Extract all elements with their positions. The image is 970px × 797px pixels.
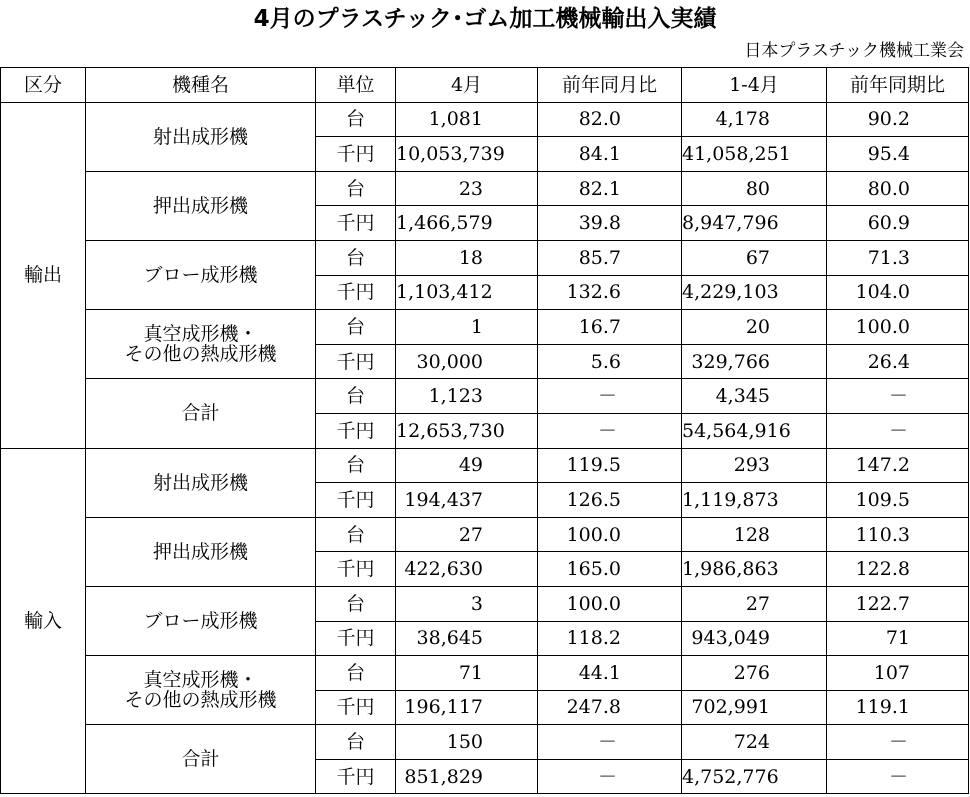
month-ratio-cell: 82.1 [538, 171, 682, 206]
table-row [1, 310, 969, 345]
month-value-cell: 851,829 [396, 759, 538, 794]
header-month: 4月 [396, 68, 538, 103]
ytd-value-cell: 54,564,916 [682, 413, 827, 448]
ytd-value-cell: 293 [682, 448, 827, 483]
unit-cell: 台 [316, 586, 396, 621]
trade-results-table [0, 67, 969, 794]
table-body [1, 102, 969, 794]
machine-name-line: 真空成形機・ [143, 323, 258, 346]
table-row [1, 379, 969, 414]
month-ratio-cell: 5.6 [538, 344, 682, 379]
ytd-value-cell: 943,049 [682, 621, 827, 656]
ytd-ratio-cell: 109.5 [827, 483, 969, 518]
month-ratio-cell: 84.1 [538, 137, 682, 172]
table-row [1, 725, 969, 760]
month-value-cell: 10,053,739 [396, 137, 538, 172]
ytd-ratio-cell: 119.1 [827, 690, 969, 725]
month-value-cell: 194,437 [396, 483, 538, 518]
month-ratio-cell: 16.7 [538, 310, 682, 345]
machine-name-cell [86, 517, 316, 586]
ytd-value-cell: 8,947,796 [682, 206, 827, 241]
ytd-value-cell: 4,178 [682, 102, 827, 137]
month-value-cell: 1,103,412 [396, 275, 538, 310]
month-ratio-cell: － [538, 379, 682, 414]
month-ratio-cell: － [538, 725, 682, 760]
month-value-cell: 196,117 [396, 690, 538, 725]
month-value-cell: 3 [396, 586, 538, 621]
unit-cell: 台 [316, 240, 396, 275]
ytd-ratio-cell: － [827, 759, 969, 794]
unit-cell: 千円 [316, 621, 396, 656]
ytd-value-cell: 276 [682, 656, 827, 691]
unit-cell: 台 [316, 171, 396, 206]
month-ratio-cell: 82.0 [538, 102, 682, 137]
month-ratio-cell: － [538, 759, 682, 794]
machine-name-line: ブロー成形機 [143, 264, 258, 287]
ytd-ratio-cell: 80.0 [827, 171, 969, 206]
table-row [1, 656, 969, 691]
machine-name-cell [86, 725, 316, 794]
machine-name-cell [86, 448, 316, 517]
unit-cell: 台 [316, 102, 396, 137]
month-ratio-cell: 39.8 [538, 206, 682, 241]
month-value-cell: 27 [396, 517, 538, 552]
unit-cell: 台 [316, 725, 396, 760]
machine-name-cell [86, 102, 316, 171]
unit-cell: 千円 [316, 552, 396, 587]
ytd-value-cell: 67 [682, 240, 827, 275]
machine-name-line: 射出成形機 [152, 471, 248, 494]
ytd-ratio-cell: 95.4 [827, 137, 969, 172]
ytd-value-cell: 724 [682, 725, 827, 760]
machine-name-cell [86, 171, 316, 240]
machine-name-line: 射出成形機 [152, 125, 248, 148]
month-ratio-cell: 44.1 [538, 656, 682, 691]
unit-cell: 千円 [316, 344, 396, 379]
month-value-cell: 1 [396, 310, 538, 345]
unit-cell: 台 [316, 310, 396, 345]
ytd-ratio-cell: 110.3 [827, 517, 969, 552]
table-row [1, 102, 969, 137]
month-ratio-cell: 165.0 [538, 552, 682, 587]
unit-cell: 台 [316, 517, 396, 552]
month-value-cell: 71 [396, 656, 538, 691]
ytd-value-cell: 4,752,776 [682, 759, 827, 794]
month-ratio-cell: 100.0 [538, 586, 682, 621]
month-ratio-cell: 126.5 [538, 483, 682, 518]
unit-cell: 千円 [316, 759, 396, 794]
month-ratio-cell: 100.0 [538, 517, 682, 552]
header-row [1, 68, 969, 103]
ytd-ratio-cell: 71.3 [827, 240, 969, 275]
ytd-ratio-cell: 122.7 [827, 586, 969, 621]
table-row [1, 171, 969, 206]
unit-cell: 台 [316, 448, 396, 483]
month-value-cell: 1,123 [396, 379, 538, 414]
organization-name: 日本プラスチック機械工業会 [744, 41, 964, 61]
machine-name-line: 合計 [181, 402, 220, 425]
month-value-cell: 18 [396, 240, 538, 275]
ytd-ratio-cell: 122.8 [827, 552, 969, 587]
machine-name-cell [86, 310, 316, 379]
unit-cell: 台 [316, 379, 396, 414]
month-ratio-cell: 118.2 [538, 621, 682, 656]
section-label: 輸出 [1, 102, 86, 448]
machine-name-line: ブロー成形機 [143, 610, 258, 632]
ytd-ratio-cell: 26.4 [827, 344, 969, 379]
ytd-value-cell: 1,986,863 [682, 552, 827, 587]
section-label: 輸入 [1, 448, 86, 794]
month-ratio-cell: 132.6 [538, 275, 682, 310]
ytd-value-cell: 329,766 [682, 344, 827, 379]
month-value-cell: 422,630 [396, 552, 538, 587]
month-value-cell: 12,653,730 [396, 413, 538, 448]
machine-name-line: 真空成形機・ [143, 669, 258, 692]
ytd-value-cell: 41,058,251 [682, 137, 827, 172]
header-unit: 単位 [316, 68, 396, 103]
header-machine-type: 機種名 [86, 68, 316, 103]
header-ytd: 1-4月 [682, 68, 827, 103]
month-value-cell: 38,645 [396, 621, 538, 656]
header-month-ratio: 前年同月比 [538, 68, 682, 103]
month-ratio-cell: － [538, 413, 682, 448]
ytd-value-cell: 27 [682, 586, 827, 621]
table-row [1, 586, 969, 621]
ytd-ratio-cell: 60.9 [827, 206, 969, 241]
ytd-value-cell: 128 [682, 517, 827, 552]
ytd-value-cell: 20 [682, 310, 827, 345]
table-row [1, 517, 969, 552]
ytd-value-cell: 80 [682, 171, 827, 206]
unit-cell: 千円 [316, 137, 396, 172]
month-value-cell: 150 [396, 725, 538, 760]
ytd-ratio-cell: 90.2 [827, 102, 969, 137]
ytd-value-cell: 4,345 [682, 379, 827, 414]
ytd-ratio-cell: 71 [827, 621, 969, 656]
ytd-value-cell: 1,119,873 [682, 483, 827, 518]
header-category: 区分 [1, 68, 86, 103]
unit-cell: 台 [316, 656, 396, 691]
ytd-ratio-cell: － [827, 413, 969, 448]
table-row [1, 448, 969, 483]
unit-cell: 千円 [316, 690, 396, 725]
ytd-ratio-cell: 100.0 [827, 310, 969, 345]
page-title: 4月のプラスチック･ゴム加工機械輸出入実績 [253, 6, 717, 32]
ytd-value-cell: 702,991 [682, 690, 827, 725]
ytd-ratio-cell: － [827, 379, 969, 414]
machine-name-line: 合計 [181, 748, 220, 771]
machine-name-cell [86, 656, 316, 725]
month-value-cell: 1,466,579 [396, 206, 538, 241]
month-value-cell: 1,081 [396, 102, 538, 137]
machine-name-line: その他の熱成形機 [124, 343, 277, 366]
machine-name-cell [86, 240, 316, 309]
ytd-value-cell: 4,229,103 [682, 275, 827, 310]
month-value-cell: 23 [396, 171, 538, 206]
header-ytd-ratio: 前年同期比 [827, 68, 969, 103]
ytd-ratio-cell: 147.2 [827, 448, 969, 483]
month-ratio-cell: 119.5 [538, 448, 682, 483]
month-value-cell: 30,000 [396, 344, 538, 379]
ytd-ratio-cell: 107 [827, 656, 969, 691]
ytd-ratio-cell: － [827, 725, 969, 760]
machine-name-line: 押出成形機 [152, 194, 248, 217]
ytd-ratio-cell: 104.0 [827, 275, 969, 310]
unit-cell: 千円 [316, 206, 396, 241]
unit-cell: 千円 [316, 275, 396, 310]
unit-cell: 千円 [316, 413, 396, 448]
month-ratio-cell: 247.8 [538, 690, 682, 725]
machine-name-line: その他の熱成形機 [124, 689, 277, 712]
unit-cell: 千円 [316, 483, 396, 518]
month-value-cell: 49 [396, 448, 538, 483]
machine-name-cell [86, 379, 316, 448]
machine-name-line: 押出成形機 [152, 540, 248, 563]
month-ratio-cell: 85.7 [538, 240, 682, 275]
table-row [1, 240, 969, 275]
machine-name-cell [86, 586, 316, 655]
